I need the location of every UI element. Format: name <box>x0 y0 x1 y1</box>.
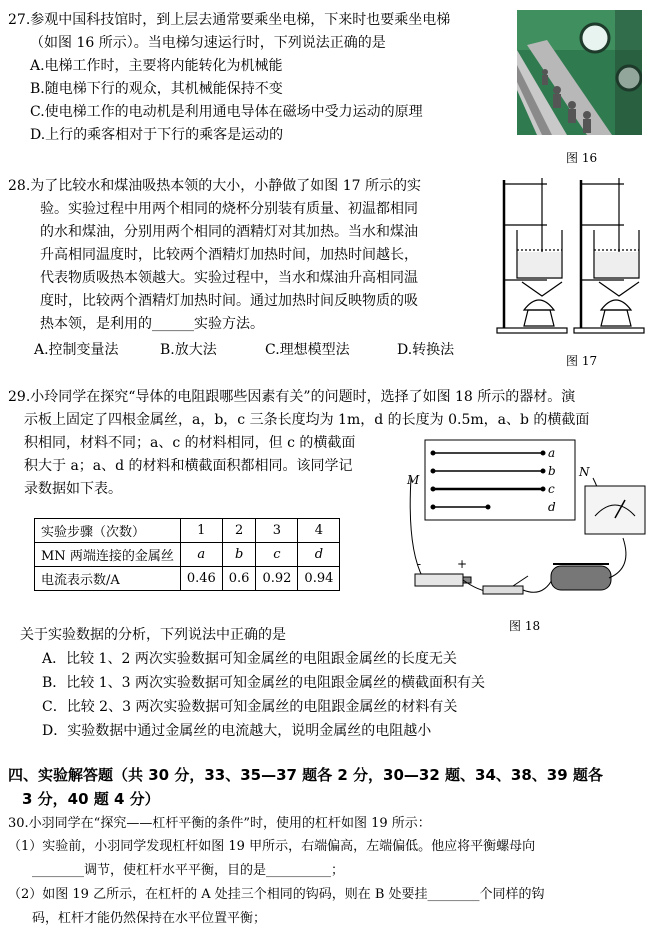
battery-minus-label: - <box>417 557 422 571</box>
q28-line-6: 度时，比较两个酒精灯加热时间。通过加热时间反映物质的吸 <box>40 293 418 309</box>
table-header-cell: 2 <box>222 519 256 543</box>
table-header-cell: 4 <box>298 519 340 543</box>
figure-16-caption: 图 16 <box>566 151 598 165</box>
q29-option-a: A．比较 1、2 两次实验数据可知金属丝的电阻跟金属丝的长度无关 <box>42 651 457 667</box>
heating-apparatus-figure <box>492 170 652 345</box>
q29-question: 关于实验数据的分析，下列说法中正确的是 <box>20 627 286 643</box>
section-4-heading: 四、实验解答题（共 30 分，33、35—37 题各 2 分，30—32 题、34、38、39 题各 <box>8 766 603 784</box>
table-cell: 0.46 <box>180 567 222 591</box>
table-cell: 0.92 <box>256 567 298 591</box>
table-row <box>35 567 340 591</box>
q28-option-c: C.理想模型法 <box>265 342 350 358</box>
q30-line-2: （1）实验前，小羽同学发现杠杆如图 19 甲所示，右端偏高，左端偏低。他应将平衡螺母向 <box>8 839 536 854</box>
q27-line-1: 27.参观中国科技馆时，到上层去通常要乘坐电梯，下来时也要乘坐电梯 <box>8 12 451 28</box>
q29-line-5: 录数据如下表。 <box>24 481 122 497</box>
q28-line-4: 升高相同温度时，比较两个酒精灯加热时间，加热时间越长， <box>40 247 418 263</box>
q28-option-a: A.控制变量法 <box>34 342 119 358</box>
q28-option-d: D.转换法 <box>397 342 455 358</box>
resistance-data-table <box>34 518 340 591</box>
terminal-label-m: M <box>407 473 420 487</box>
q27-option-a: A.电梯工作时，主要将内能转化为机械能 <box>30 58 283 74</box>
table-cell: 0.6 <box>222 567 256 591</box>
q29-line-4: 积大于 a；a、d 的材料和横截面积都相同。该同学记 <box>24 458 353 474</box>
table-cell: 0.94 <box>298 567 340 591</box>
q29-option-d: D．实验数据中通过金属丝的电流越大，说明金属丝的电阻越小 <box>42 723 432 739</box>
figure-17-caption: 图 17 <box>566 354 598 368</box>
q28-line-3: 的水和煤油，分别用两个相同的酒精灯对其加热。当水和煤油 <box>40 224 418 240</box>
circuit-figure <box>403 438 651 608</box>
q30-line-5: 码，杠杆才能仍然保持在水平位置平衡； <box>32 911 267 926</box>
q28-line-2: 验。实验过程中用两个相同的烧杯分别装有质量、初温都相同 <box>40 201 418 217</box>
q30-line-1: 30.小羽同学在“探究——杠杆平衡的条件”时，使用的杠杆如图 19 所示： <box>8 816 431 831</box>
q27-option-d: D.上行的乘客相对于下行的乘客是运动的 <box>30 127 284 143</box>
q28-line-1: 28.为了比较水和煤油吸热本领的大小，小静做了如图 17 所示的实 <box>8 178 421 194</box>
q29-line-2: 示板上固定了四根金属丝，a，b，c 三条长度均为 1m，d 的长度为 0.5m，a、b 的横截面 <box>24 412 590 428</box>
wire-label-a: a <box>548 446 556 460</box>
q29-line-1: 29.小玲同学在探究“导体的电阻跟哪些因素有关”的问题时，选择了如图 18 所示的器材。演 <box>8 389 576 405</box>
terminal-label-n: N <box>579 465 590 479</box>
figure-18-caption: 图 18 <box>509 619 541 633</box>
table-header-cell: 3 <box>256 519 298 543</box>
table-row-label: MN 两端连接的金属丝 <box>35 543 181 567</box>
table-row <box>35 519 340 543</box>
table-cell: c <box>256 543 298 567</box>
wire-label-b: b <box>548 464 556 478</box>
wire-label-d: d <box>548 500 556 514</box>
q28-line-5: 代表物质吸热本领越大。实验过程中，当水和煤油升高相同温 <box>40 270 418 286</box>
q29-option-c: C．比较 2、3 两次实验数据可知金属丝的电阻跟金属丝的材料有关 <box>42 699 458 715</box>
q29-line-3: 积相同，材料不同；a、c 的材料相同，但 c 的横截面 <box>24 435 356 451</box>
q27-option-b: B.随电梯下行的观众，其机械能保持不变 <box>30 81 283 97</box>
q29-option-b: B．比较 1、3 两次实验数据可知金属丝的电阻跟金属丝的横截面积有关 <box>42 675 486 691</box>
table-row-label: 电流表示数/A <box>35 567 181 591</box>
q30-line-4: （2）如图 19 乙所示，在杠杆的 A 处挂三个相同的钩码，则在 B 处要挂________个同样的钩 <box>8 887 545 902</box>
table-cell: b <box>222 543 256 567</box>
escalator-photo <box>517 10 642 135</box>
battery-plus-label: + <box>457 557 468 571</box>
q28-line-7: 热本领，是利用的______实验方法。 <box>40 316 264 332</box>
section-4-heading-2: 3 分，40 题 4 分） <box>22 790 160 808</box>
table-cell: a <box>180 543 222 567</box>
wire-label-c: c <box>548 482 555 496</box>
q30-line-3: ________调节，使杠杆水平平衡，目的是__________； <box>32 863 345 878</box>
table-header-cell: 实验步骤（次数） <box>35 519 181 543</box>
table-header-cell: 1 <box>180 519 222 543</box>
table-row <box>35 543 340 567</box>
q27-line-2: （如图 16 所示）。当电梯匀速运行时，下列说法正确的是 <box>30 35 386 51</box>
table-cell: d <box>298 543 340 567</box>
q27-option-c: C.使电梯工作的电动机是利用通电导体在磁场中受力运动的原理 <box>30 104 423 120</box>
q28-option-b: B.放大法 <box>160 342 217 358</box>
